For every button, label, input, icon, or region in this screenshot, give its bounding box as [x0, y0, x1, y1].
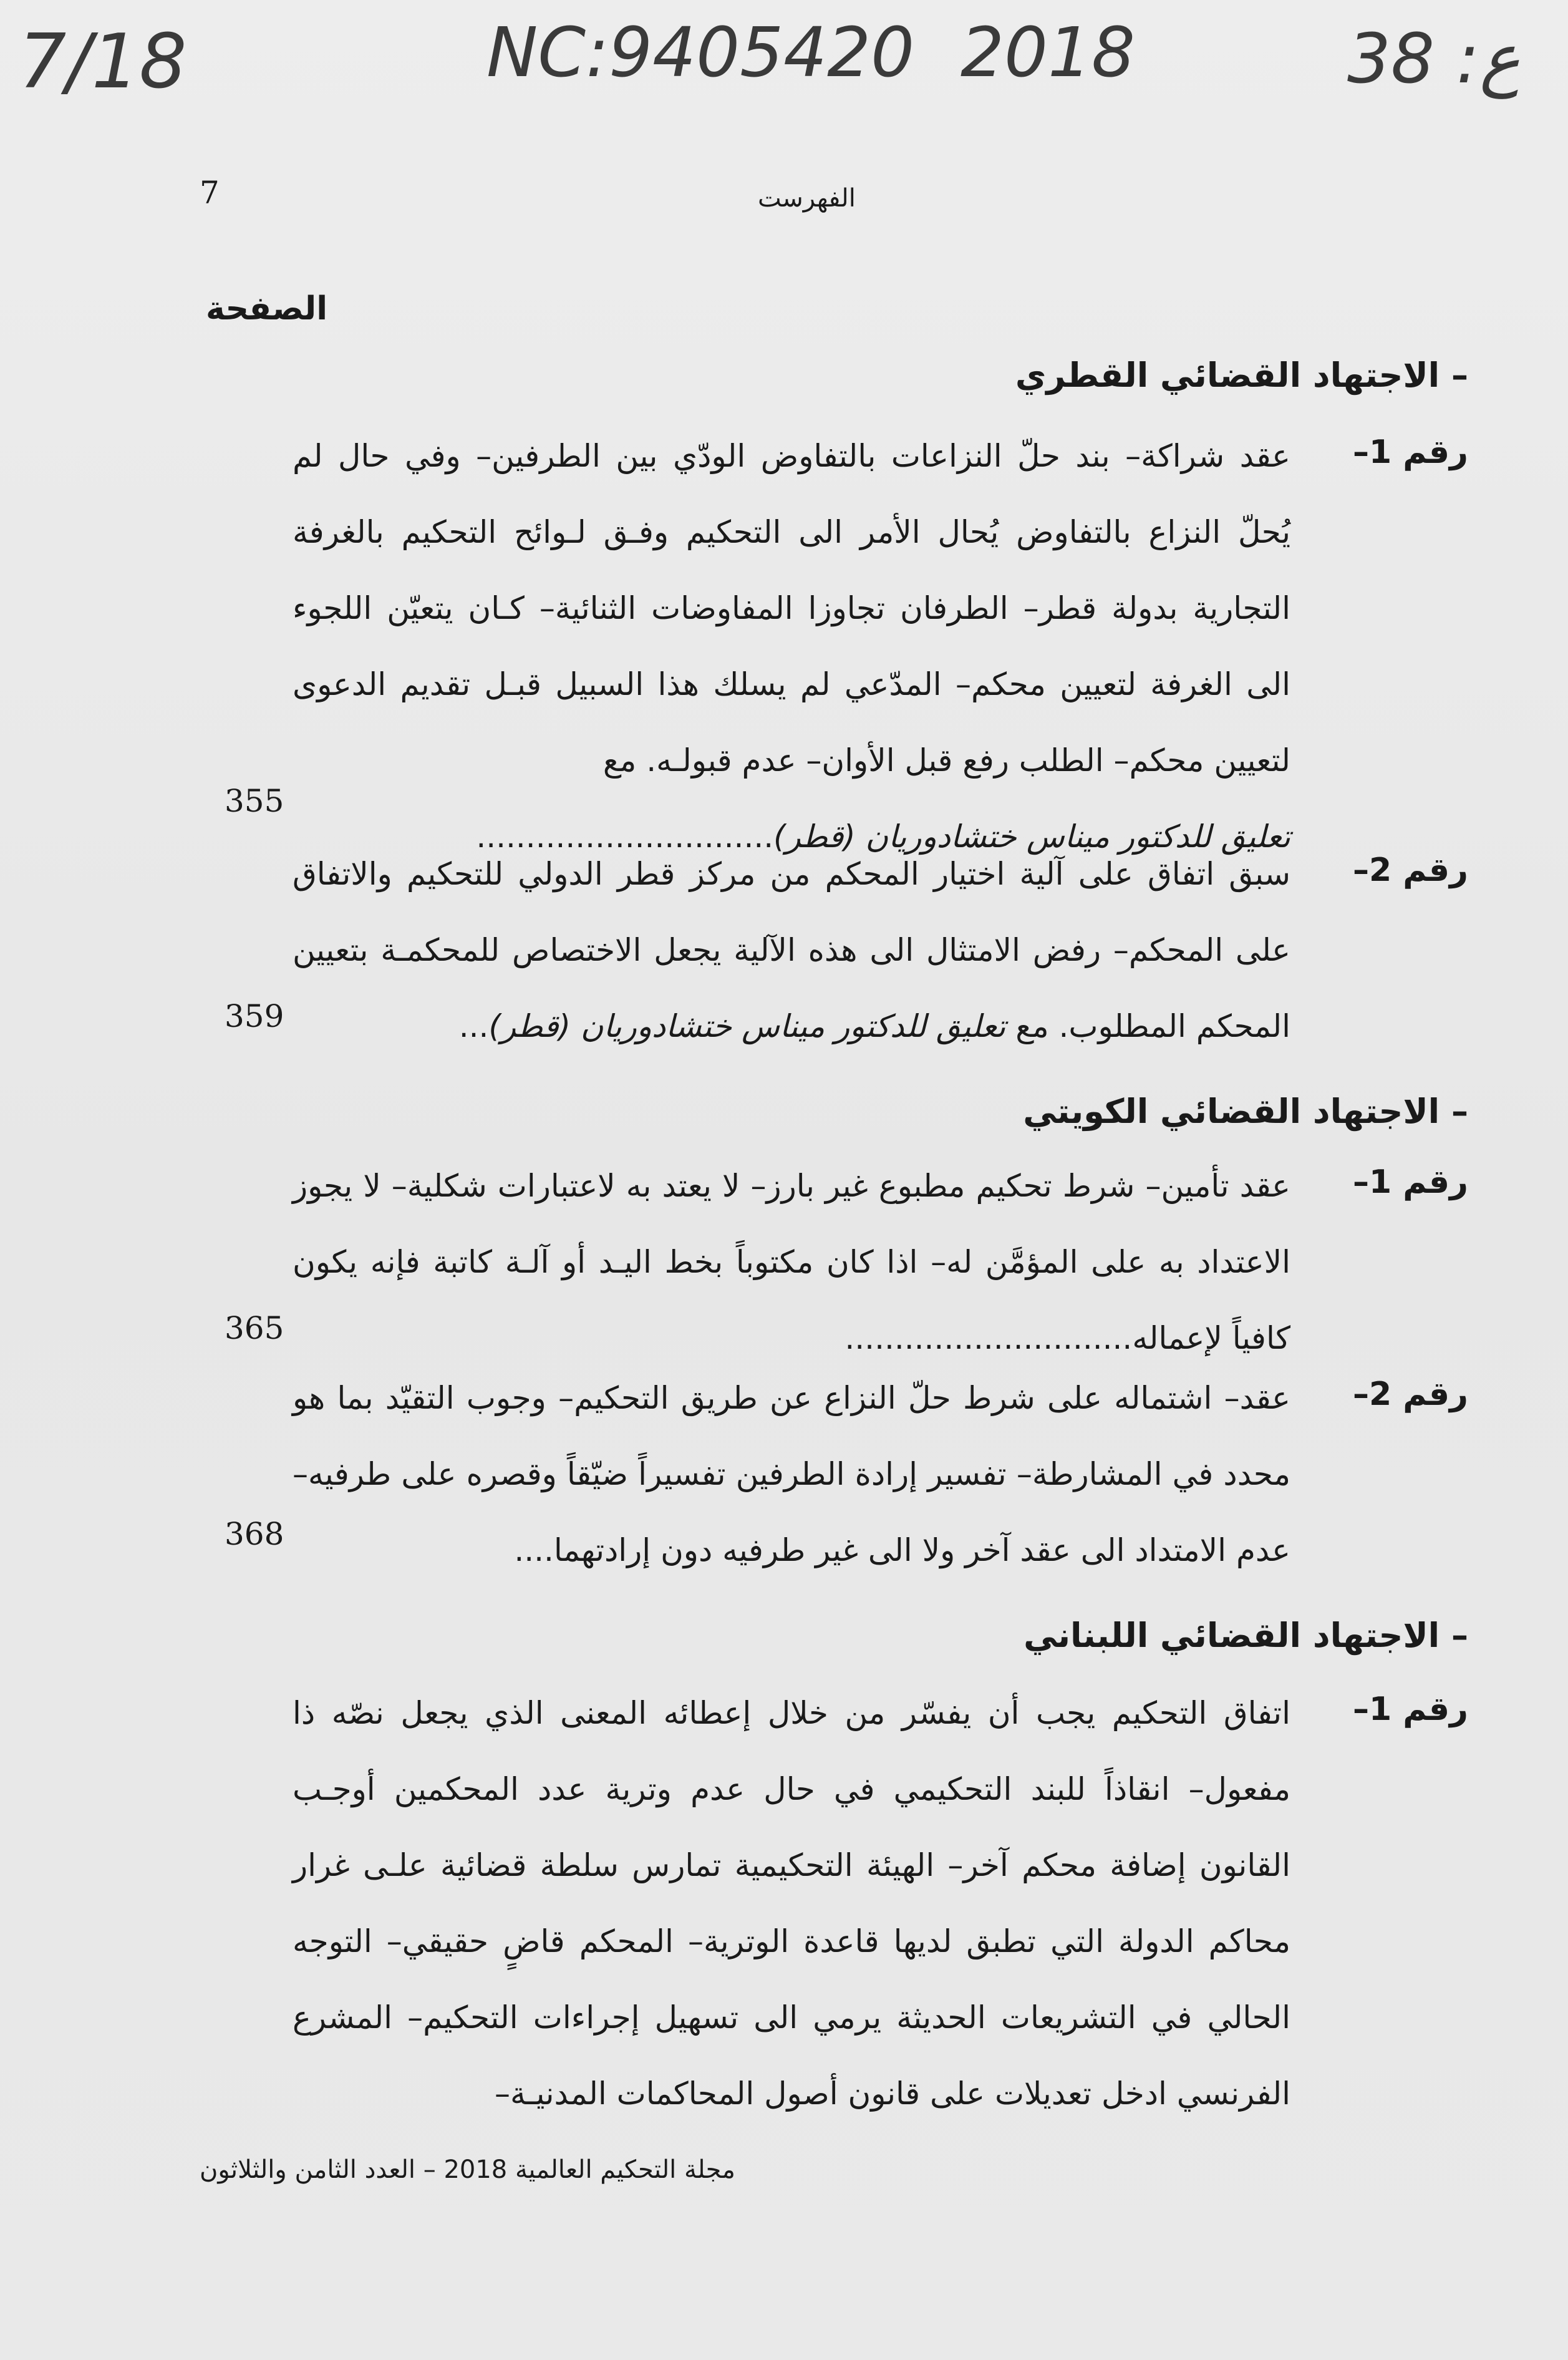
entry-label: رقم 2– [1352, 1376, 1468, 1413]
journal-footer: مجلة التحكيم العالمية 2018 – العدد الثامن والثلاثون [200, 2155, 735, 2184]
leader-dots: ............................. [844, 1320, 1133, 1356]
entry-label: رقم 1– [1352, 1691, 1468, 1728]
entry-page-number: 359 [225, 998, 284, 1034]
entry-label: رقم 1– [1352, 1163, 1468, 1201]
entry-text [293, 836, 1290, 1064]
leader-dots: .............................. [476, 818, 774, 855]
entry-description: سبق اتفاق على آلية اختيار المحكم من مركز قطر الدولي للتحكيم والاتفاق على المحكم– رفض الامتثال الى هذه الآلية يجعل الاختصاص للمحكمـة بتعيين المحكم المطلوب. مع [293, 856, 1290, 1044]
handwritten-issue-number: 38 :ع [1347, 19, 1521, 99]
entry-text [293, 1360, 1290, 1588]
handwritten-note-left: 7/18 [19, 19, 187, 105]
entry-page-number: 355 [225, 783, 284, 819]
entry-text [293, 1675, 1290, 2132]
entry-page-number: 368 [225, 1516, 284, 1552]
entry-text [293, 418, 1290, 875]
entry-label: رقم 1– [1352, 434, 1468, 471]
entry-label: رقم 2– [1352, 852, 1468, 889]
page-column-header: الصفحة [206, 290, 328, 328]
entry-text [293, 1148, 1290, 1376]
handwritten-year: 2018 [961, 12, 1135, 92]
handwritten-catalog-number: NC:9405420 [486, 12, 915, 92]
entry-page-number: 365 [225, 1310, 284, 1346]
page-number: 7 [200, 175, 220, 211]
leader-dots: .... [514, 1532, 554, 1568]
leader-dots: ... [458, 1008, 489, 1044]
entry-description: عقد شراكة– بند حلّ النزاعات بالتفاوض الودّي بين الطرفين– وفي حال لم يُحلّ النزاع بالتفاوض يُحال الأمر الى التحكيم وفـق لـوائح التحكيم بالغرفة التجارية بدولة قطر– الطرفان تجاوزا المفاوضات الثنائية– كـان يتعيّن اللجوء الى الغرفة لتعيين محكم– المدّعي لم يسلك هذا السبيل قبـل تقديم الدعوى لتعيين محكم– الطلب رفع قبل الأوان– عدم قبولـه. مع [293, 438, 1290, 779]
running-title: الفهرست [758, 184, 856, 213]
entry-comment: تعليق للدكتور ميناس ختشادوريان (قطر) [488, 1008, 1006, 1044]
entry-description: اتفاق التحكيم يجب أن يفسّر من خلال إعطائه المعنى الذي يجعل نصّه ذا مفعول– انقاذاً للبند التحكيمي في حال عدم وترية عدد المحكمين أوجـب القانون إضافة محكم آخر– الهيئة التحكيمية تمارس سلطة قضائية علـى غرار محاكم الدولة التي تطبق لديها قاعدة الوترية– المحكم قاضٍ حقيقي– التوجه الحالي في التشريعات الحديثة يرمي الى تسهيل إجراءات التحكيم– المشرع الفرنسي ادخل تعديلات على قانون أصول المحاكمات المدنيـة– [293, 1695, 1290, 2112]
entry-description: عقد– اشتماله على شرط حلّ النزاع عن طريق التحكيم– وجوب التقيّد بما هو محدد في المشارطة– تفسير إرادة الطرفين تفسيراً ضيّقاً وقصره على طرفيه– عدم الامتداد الى عقد آخر ولا الى غير طرفيه دون إرادتهما [293, 1380, 1290, 1568]
section-title: – الاجتهاد القضائي القطري [1015, 356, 1468, 395]
entry-comment: تعليق للدكتور ميناس ختشادوريان (قطر) [773, 818, 1290, 855]
entry-description: عقد تأمين– شرط تحكيم مطبوع غير بارز– لا يعتد به لاعتبارات شكلية– لا يجوز الاعتداد به على المؤمَّن له– اذا كان مكتوباً بخط اليـد أو آلـة كاتبة فإنه يكون كافياً لإعماله [293, 1168, 1290, 1356]
section-title: – الاجتهاد القضائي اللبناني [1024, 1616, 1468, 1655]
section-title: – الاجتهاد القضائي الكويتي [1023, 1092, 1468, 1131]
